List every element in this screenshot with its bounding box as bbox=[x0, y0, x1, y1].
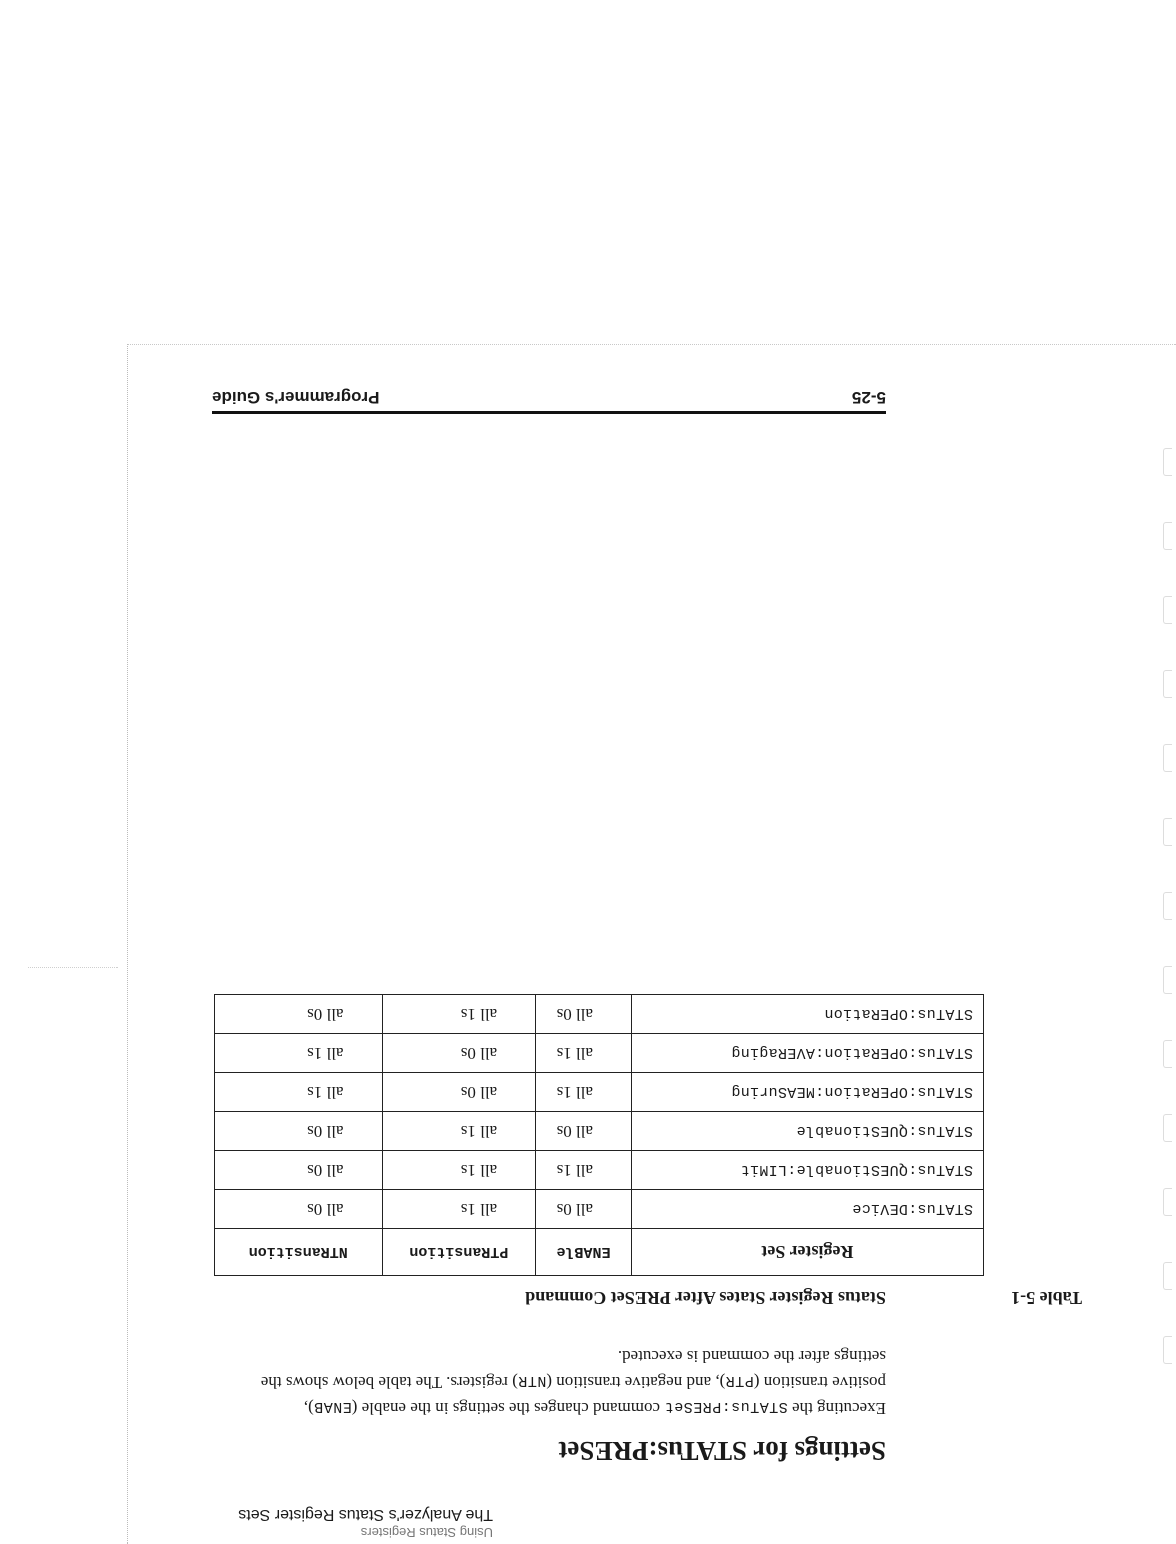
header-register-set: Register Set bbox=[631, 1229, 983, 1276]
enable-value: all 1s bbox=[536, 1034, 632, 1073]
page-edge-line bbox=[126, 344, 128, 1544]
ptr-value: all 1s bbox=[382, 1190, 536, 1229]
table-row bbox=[215, 995, 984, 1034]
intro-text: ), positive transition ( bbox=[303, 1373, 886, 1418]
ptr-value: all 0s bbox=[382, 1034, 536, 1073]
ptr-value: all 1s bbox=[382, 1112, 536, 1151]
register-name: STATus:OPERation bbox=[631, 995, 983, 1034]
header-ptransition: PTRansition bbox=[382, 1229, 536, 1276]
intro-text: command changes the settings in the enable ( bbox=[351, 1399, 665, 1418]
table-row bbox=[215, 1112, 984, 1151]
register-name: STATus:QUEStionable bbox=[631, 1112, 983, 1151]
register-name: STATus:DEVice bbox=[631, 1190, 983, 1229]
register-name: STATus:OPERation:MEASuring bbox=[631, 1073, 983, 1112]
ptr-value: all 1s bbox=[382, 1151, 536, 1190]
table-row bbox=[215, 1073, 984, 1112]
table-header-row bbox=[215, 1229, 984, 1276]
register-name: STATus:OPERation:AVERaging bbox=[631, 1034, 983, 1073]
register-name: STATus:QUEStionable:LIMit bbox=[631, 1151, 983, 1190]
enable-value: all 1s bbox=[536, 1073, 632, 1112]
enable-value: all 0s bbox=[536, 1190, 632, 1229]
page-edge-line bbox=[128, 344, 1176, 345]
running-head-subtitle: The Analyzer's Status Register Sets bbox=[238, 1506, 493, 1523]
intro-ptr: PTR bbox=[725, 1372, 754, 1389]
intro-text: ) registers. The table below shows the settings after the command is executed. bbox=[260, 1347, 886, 1392]
ntr-value: all 0s bbox=[215, 1151, 383, 1190]
footer-guide-title: Programmer's Guide bbox=[212, 388, 380, 407]
page-footer bbox=[212, 385, 886, 414]
table-row bbox=[215, 1034, 984, 1073]
binder-tab-marks bbox=[1160, 384, 1172, 1364]
intro-enab: ENAB bbox=[313, 1398, 352, 1415]
ntr-value: all 0s bbox=[215, 1112, 383, 1151]
header-enable: ENABle bbox=[536, 1229, 632, 1276]
intro-text: ), and negative transition ( bbox=[546, 1373, 726, 1392]
ptr-value: all 0s bbox=[382, 1073, 536, 1112]
intro-text: Executing the bbox=[787, 1399, 886, 1418]
ntr-value: all 1s bbox=[215, 1034, 383, 1073]
scan-mark bbox=[28, 967, 118, 968]
enable-value: all 1s bbox=[536, 1151, 632, 1190]
enable-value: all 0s bbox=[536, 995, 632, 1034]
intro-paragraph bbox=[246, 1344, 886, 1420]
table-row bbox=[215, 1190, 984, 1229]
intro-ntr: NTR bbox=[517, 1372, 547, 1389]
running-head-section: Using Status Registers bbox=[360, 1525, 493, 1540]
header-ntransition: NTRansition bbox=[215, 1229, 383, 1276]
table-number: Table 5-1 bbox=[1011, 1288, 1082, 1308]
footer-page-number: 5-25 bbox=[851, 388, 886, 407]
section-title: Settings for STATus:PRESet bbox=[558, 1436, 886, 1466]
table-title: Status Register States After PRESet Command bbox=[525, 1288, 886, 1308]
running-head bbox=[193, 1504, 493, 1540]
enable-value: all 0s bbox=[536, 1112, 632, 1151]
ntr-value: all 0s bbox=[215, 995, 383, 1034]
ntr-value: all 1s bbox=[215, 1073, 383, 1112]
intro-command: STATus:PRESet bbox=[664, 1398, 788, 1415]
ntr-value: all 0s bbox=[215, 1190, 383, 1229]
ptr-value: all 1s bbox=[382, 995, 536, 1034]
table-row bbox=[215, 1151, 984, 1190]
register-states-table bbox=[214, 994, 984, 1276]
